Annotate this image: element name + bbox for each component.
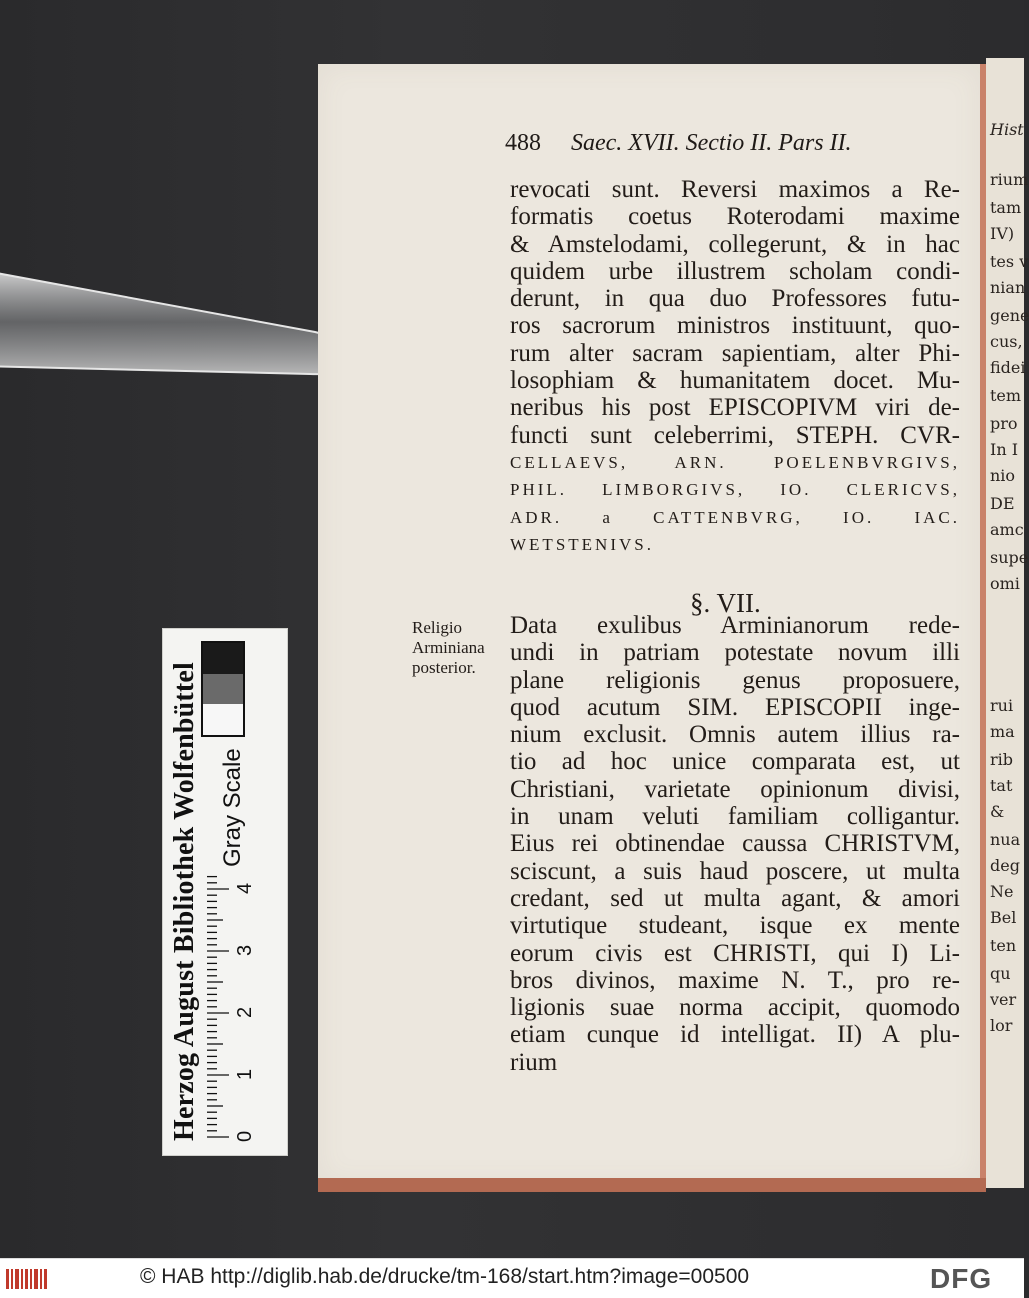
margin-note (412, 618, 507, 678)
next-page-fragment: rui (990, 696, 1014, 715)
dfg-logo: DFG (930, 1263, 993, 1294)
text-line: revocati sunt. Reversi maximos a Re- (510, 176, 960, 203)
footer-bar (0, 1258, 1024, 1298)
text-line: Data exulibus Arminianorum rede- (510, 612, 960, 639)
next-page-fragment: tam (990, 198, 1022, 217)
text-line: Christiani, varietate opinionum divisi, (510, 775, 960, 803)
text-line: ADR. a CATTENBVRG, IO. IAC. (510, 507, 960, 527)
barcode-icon (6, 1267, 48, 1291)
next-page-fragment: ver (990, 990, 1017, 1009)
footer-copyright-link[interactable]: © HAB http://diglib.hab.de/drucke/tm-168/start.htm?image=00500 (140, 1265, 750, 1288)
next-page-fragment: fidei (990, 358, 1026, 377)
next-page-fragment: Bel (990, 908, 1017, 927)
next-page-fragment: tat (990, 776, 1013, 795)
text-line: Eius rei obtinendae caussa CHRISTVM, (510, 830, 960, 858)
paragraph-2 (510, 612, 960, 1076)
next-page-fragment: lor (990, 1016, 1013, 1035)
running-head (505, 126, 955, 162)
text-line: functi sunt celeberrimi, STEPH. CVR- (510, 421, 960, 449)
next-page-fragment: & (990, 802, 1005, 821)
next-page-fragment: DE (990, 494, 1015, 513)
text-line: credant, sed ut multa agant, & amori (510, 884, 960, 912)
next-page-fragment: supe (990, 548, 1029, 567)
text-line: ros sacrorum ministros instituunt, quo- (510, 312, 960, 340)
next-page-fragment: pro (990, 414, 1018, 433)
text-line: formatis coetus Roterodami maxime (510, 203, 960, 231)
section-number: §. VII. (690, 588, 761, 618)
text-line: etiam cunque id intelligat. II) A plu- (510, 1021, 960, 1049)
text-line: WETSTENIVS. (510, 534, 654, 554)
ruler-number: 4 (234, 882, 256, 894)
next-page-strip (986, 58, 1029, 1188)
text-line: losophiam & humanitatem docet. Mu- (510, 367, 960, 395)
page-number: 488 (505, 130, 541, 156)
next-page-fragment: qu (990, 964, 1011, 983)
ruler-number: 3 (234, 944, 256, 956)
text-line: ligionis suae norma accipit, quomodo (510, 994, 960, 1022)
next-page-fragment: amc (990, 520, 1024, 539)
gray-scale-label: Gray Scale (219, 748, 246, 867)
next-page-fragment: ten (990, 936, 1017, 955)
next-page-fragment: tem (990, 386, 1022, 405)
text-line: quidem urbe illustrem scholam condi- (510, 257, 960, 285)
text-line: derunt, in qua duo Professores futu- (510, 285, 960, 313)
margin-note-line: Arminiana (412, 638, 485, 657)
next-page-fragment: rium (990, 170, 1029, 189)
text-line: virtutique studeant, isque ex mente (510, 912, 960, 940)
text-line: undi in patriam potestate novum illi (510, 639, 960, 667)
text-line: CELLAEVS, ARN. POELENBVRGIVS, (510, 452, 960, 472)
text-line: in unam veluti familiam colligantur. (510, 803, 960, 831)
gray-scale-card (162, 628, 288, 1156)
section-heading: Saec. XVII. Sectio II. Pars II. (571, 130, 852, 156)
next-page-fragment: In I (990, 440, 1019, 459)
text-line: sciscunt, a suis haud poscere, ut multa (510, 857, 960, 885)
gray-patches (201, 641, 245, 737)
paragraph-1 (510, 176, 960, 558)
scale-card-title: Herzog August Bibliothek Wolfenbüttel (169, 661, 200, 1141)
text-line: nium exclusit. Omnis autem illius ra- (510, 721, 960, 749)
next-page-fragment: Hist (990, 120, 1024, 139)
next-page-fragment: IV) (990, 224, 1015, 243)
text-line: rum alter sacram sapientiam, alter Phi- (510, 339, 960, 367)
next-page-fragment: nian (990, 278, 1026, 297)
next-page-fragment: gene (990, 306, 1029, 325)
text-line: tio ad hoc unice comparata est, ut (510, 748, 960, 776)
text-line: quod acutum SIM. EPISCOPII inge- (510, 693, 960, 721)
text-line: & Amstelodami, collegerunt, & in hac (510, 230, 960, 258)
text-line: plane religionis genus proposuere, (510, 666, 960, 694)
margin-note-line: Religio (412, 618, 463, 637)
text-line: PHIL. LIMBORGIVS, IO. CLERICVS, (510, 480, 960, 500)
page-edge (318, 1178, 986, 1192)
ruler-number: 1 (234, 1068, 256, 1080)
ruler-number: 2 (234, 1006, 256, 1018)
ruler-ticks (207, 873, 255, 1143)
glass-weight (0, 262, 360, 382)
next-page-fragment: omi (990, 574, 1020, 593)
gray-patch-black (203, 643, 243, 674)
text-line: neribus his post EPISCOPIVM viri de- (510, 394, 960, 422)
gray-patch-white (203, 704, 243, 735)
next-page-fragment: nio (990, 466, 1016, 485)
gray-patch-mid (203, 674, 243, 705)
next-page-fragment: Ne (990, 882, 1014, 901)
next-page-fragment: cus, (990, 332, 1023, 351)
text-line: eorum civis est CHRISTI, qui I) Li- (510, 939, 960, 967)
next-page-fragment: deg (990, 856, 1020, 875)
ruler-number: 0 (234, 1130, 256, 1142)
next-page-fragment: ma (990, 722, 1015, 741)
margin-note-line: posterior. (412, 658, 476, 677)
next-page-fragment: rib (990, 750, 1014, 769)
next-page-fragment: nua (990, 830, 1021, 849)
text-line: bros divinos, maxime N. T., pro re- (510, 966, 960, 994)
text-line: rium (510, 1048, 558, 1076)
next-page-fragment: tes v (990, 252, 1029, 271)
